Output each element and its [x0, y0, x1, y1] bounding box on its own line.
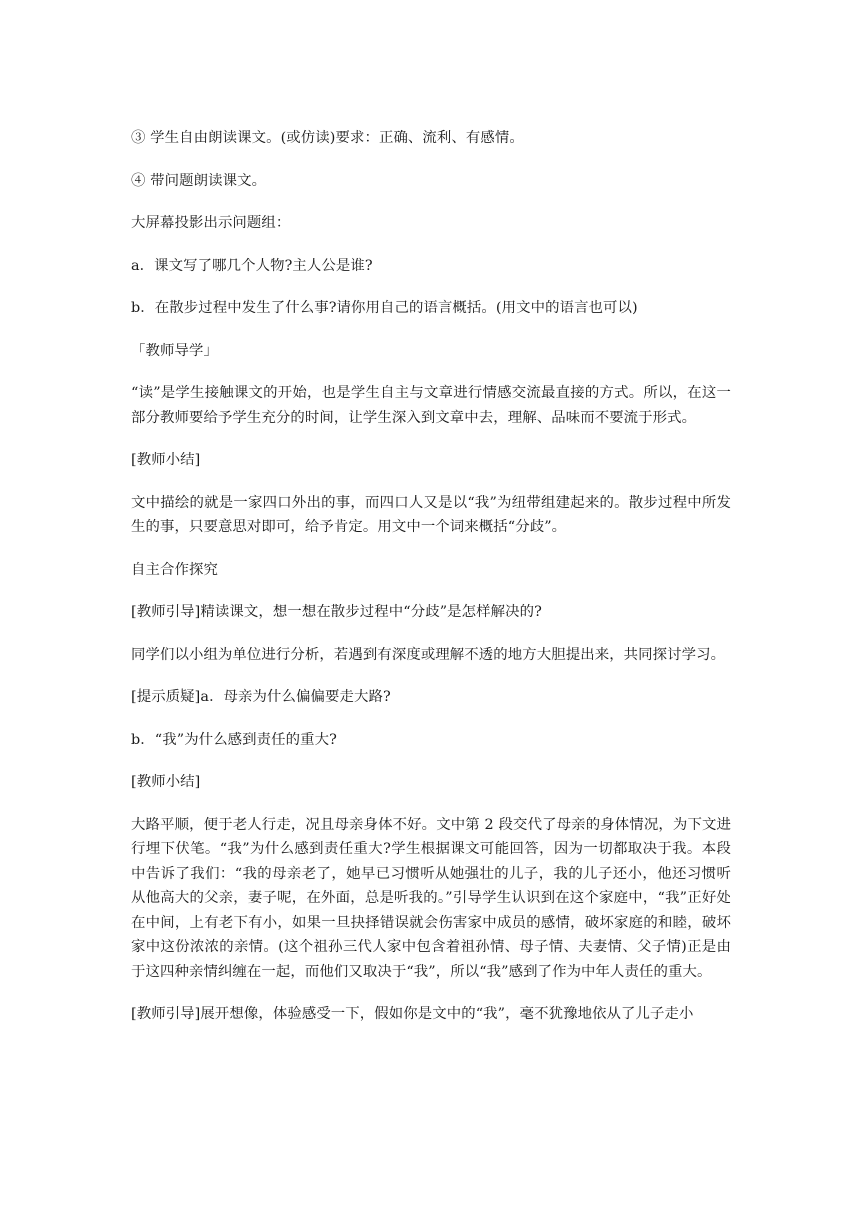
- paragraph-reading-guide: “读”是学生接触课文的开始，也是学生自主与文章进行情感交流最直接的方式。所以，在这一部分教师要给予学生充分的时间，让学生深入到文章中去，理解、品味而不要流于形式。: [131, 385, 731, 426]
- paragraph-question-b: b．在散步过程中发生了什么事?请你用自己的语言概括。(用文中的语言也可以): [131, 300, 638, 316]
- paragraph-group-analysis: 同学们以小组为单位进行分析，若遇到有深度或理解不透的地方大胆提出来，共同探讨学习。: [131, 646, 726, 663]
- document-page: [131, 126, 731, 1027]
- heading-teacher-guide: 「教师导学」: [131, 342, 218, 359]
- paragraph-prompt-question-a: [提示质疑]a．母亲为什么偏偏要走大路?: [131, 689, 391, 705]
- paragraph-step-3: ③ 学生自由朗读课文。(或仿读)要求：正确、流利、有感情。: [131, 130, 524, 146]
- paragraph-teacher-guidance-1: [教师引导]精读课文，想一想在散步过程中“分歧”是怎样解决的?: [131, 604, 542, 620]
- heading-teacher-summary-1: [教师小结]: [131, 452, 201, 468]
- paragraph-summary-1: 文中描绘的就是一家四口外出的事，而四口人又是以“我”为纽带组建起来的。散步过程中所发生的事，只要意思对即可，给予肯定。用文中一个词来概括“分歧”。: [131, 494, 731, 535]
- paragraph-prompt-question-b: b．“我”为什么感到责任的重大?: [131, 731, 337, 748]
- paragraph-step-4: ④ 带问题朗读课文。: [131, 172, 267, 189]
- paragraph-summary-2: 大路平顺，便于老人行走，况且母亲身体不好。文中第 2 段交代了母亲的身体情况，为下文进行埋下伏笔。“我”为什么感到责任重大?学生根据课文可能回答，因为一切都取决于我。本段中告诉了我们：“我的母亲老了，她早已习惯听从她强壮的儿子，我的儿子还小，他还习惯听从他高大的父亲，妻子呢，在外面，总是听我的。”引导学生认识到在这个家庭中，“我”正好处在中间，上有老下有小，如果一旦抉择错误就会伤害家中成员的感情，破坏家庭的和睦，破坏家中这份浓浓的亲情。(这个祖孙三代人家中包含着祖孙情、母子情、夫妻情、父子情)正是由于这四种亲情纠缠在一起，而他们又取决于“我”，所以“我”感到了作为中年人责任的重大。: [131, 816, 731, 980]
- paragraph-projection-intro: 大屏幕投影出示问题组：: [131, 215, 291, 231]
- heading-teacher-summary-2: [教师小结]: [131, 774, 201, 790]
- heading-cooperative-exploration: 自主合作探究: [131, 561, 218, 578]
- paragraph-teacher-guidance-2: [教师引导]展开想像，体验感受一下，假如你是文中的“我”，毫不犹豫地依从了儿子走小: [131, 1006, 694, 1022]
- paragraph-question-a: a．课文写了哪几个人物?主人公是谁?: [131, 257, 373, 274]
